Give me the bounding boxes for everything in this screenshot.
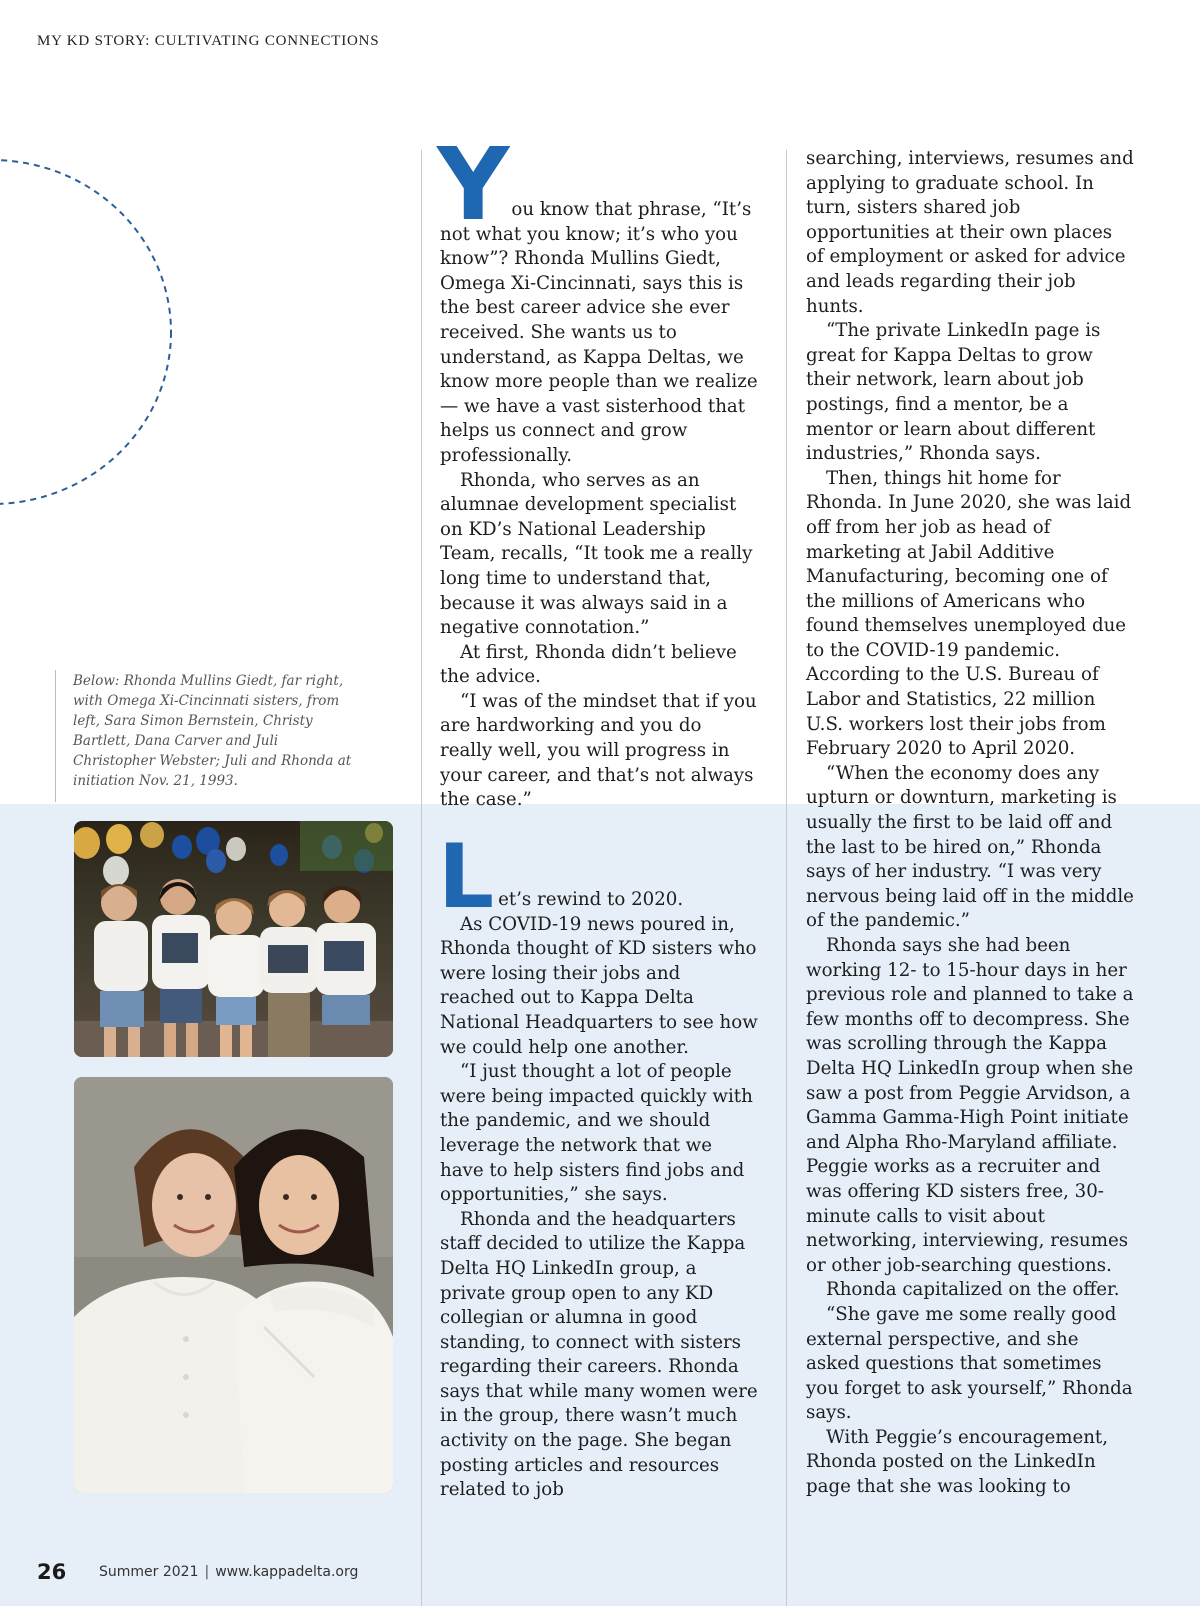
caption-rule bbox=[55, 670, 56, 802]
paragraph: Rhonda says she had been working 12- to 15-hour days in her previous role and planned to take a few months off to decompress. She was scrolling through the Kappa Delta HQ LinkedIn group when she saw a post from Peggie Arvidson, a Gamma Gamma-High Point initiate and Alpha Rho-Maryland affiliate. Peggie works as a recruiter and was offering KD sisters free, 30-minute calls to visit about networking, interviewing, resumes or other job-searching questions. bbox=[806, 935, 1134, 1276]
page-number: 26 bbox=[37, 1560, 67, 1584]
section-opening-paragraph bbox=[438, 825, 758, 928]
running-head: MY KD STORY: CULTIVATING CONNECTIONS bbox=[37, 33, 380, 49]
column-rule-right bbox=[786, 150, 787, 1606]
group-photo bbox=[74, 821, 393, 1057]
paragraph: As COVID-19 news poured in, Rhonda thought of KD sisters who were losing their jobs and reached out to Kappa Delta National Headquarters to see how we could help one another. bbox=[440, 913, 758, 1058]
column-rule-left bbox=[421, 150, 422, 1606]
footer-separator: | bbox=[204, 1564, 210, 1580]
dashed-circle-decoration bbox=[0, 157, 174, 507]
issue-label: Summer 2021 bbox=[99, 1564, 199, 1580]
footer-issue-line bbox=[99, 1564, 358, 1580]
paragraph: “I was of the mindset that if you are hardworking and you do really well, you will progress in your career, and that’s not always the case.” bbox=[440, 690, 757, 811]
paragraph: “The private LinkedIn page is great for Kappa Deltas to grow their network, learn about job postings, find a mentor, be a mentor or learn about different industries,” Rhonda says. bbox=[806, 320, 1101, 465]
article-column-2 bbox=[806, 147, 1134, 1500]
article-column-1-top bbox=[437, 126, 758, 813]
paragraph: Then, things hit home for Rhonda. In June 2020, she was laid off from her job as head of marketing at Jabil Additive Manufacturing, becoming one of the millions of Americans who found themselves unemployed due to the COVID-19 pandemic. According to the U.S. Bureau of Labor and Statistics, 22 million U.S. workers lost their jobs from February 2020 to April 2020. bbox=[806, 467, 1132, 760]
paragraph: “She gave me some really good external perspective, and she asked questions that sometimes you forget to ask yourself,” Rhonda says. bbox=[806, 1303, 1133, 1424]
photo-caption: Below: Rhonda Mullins Giedt, far right, with Omega Xi-Cincinnati sisters, from left, Sara Simon Bernstein, Christy Bartlett, Dana Carver and Juli Christopher Webster; Juli and Rhonda at initiation Nov. 21, 1993. bbox=[73, 673, 352, 789]
article-column-1-bottom bbox=[438, 825, 758, 1503]
intro-paragraph bbox=[437, 126, 758, 469]
paragraph: Rhonda, who serves as an alumnae development specialist on KD’s National Leadership Team, recalls, “It took me a really long time to understand that, because it was always said in a negative connotation.” bbox=[440, 469, 753, 639]
website-link[interactable]: www.kappadelta.org bbox=[215, 1564, 359, 1580]
paragraph: Rhonda capitalized on the offer. bbox=[826, 1279, 1120, 1301]
paragraph: “When the economy does any upturn or downturn, marketing is usually the first to be laid off and the last to be hired on,” Rhonda says of her industry. “I was very nervous being laid off in the middle of the pandemic.” bbox=[806, 762, 1134, 932]
paragraph: searching, interviews, resumes and applying to graduate school. In turn, sisters shared job opportunities at their own places of employment or asked for advice and leads regarding their job hunts. bbox=[806, 148, 1134, 317]
paragraph: With Peggie’s encouragement, Rhonda posted on the LinkedIn page that she was looking to bbox=[806, 1426, 1109, 1498]
drop-cap-l: L bbox=[438, 825, 495, 928]
paragraph: Rhonda and the headquarters staff decided to utilize the Kappa Delta HQ LinkedIn group, a private group open to any KD collegian or alumna in good standing, to connect with sisters regarding their careers. Rhonda says that while many women were in the group, there wasn’t much activity on the page. She began posting articles and resources related to job bbox=[440, 1208, 758, 1501]
drop-cap-y: Y bbox=[437, 126, 510, 243]
paragraph-text: ou know that phrase, “It’s not what you know; it’s who you know”? Rhonda Mullins Giedt, Omega Xi-Cincinnati, says this is the best career advice she ever received. She wants us to understand, as Kappa Deltas, we know more people than we realize — we have a vast sisterhood that helps us connect and grow professionally. bbox=[440, 199, 758, 466]
paragraph: “I just thought a lot of people were being impacted quickly with the pandemic, and we should leverage the network that we have to help sisters find jobs and opportunities,” she says. bbox=[440, 1061, 753, 1206]
paragraph-text: et’s rewind to 2020. bbox=[498, 889, 684, 910]
paragraph: At first, Rhonda didn’t believe the advice. bbox=[440, 641, 737, 688]
initiation-photo bbox=[74, 1077, 393, 1493]
